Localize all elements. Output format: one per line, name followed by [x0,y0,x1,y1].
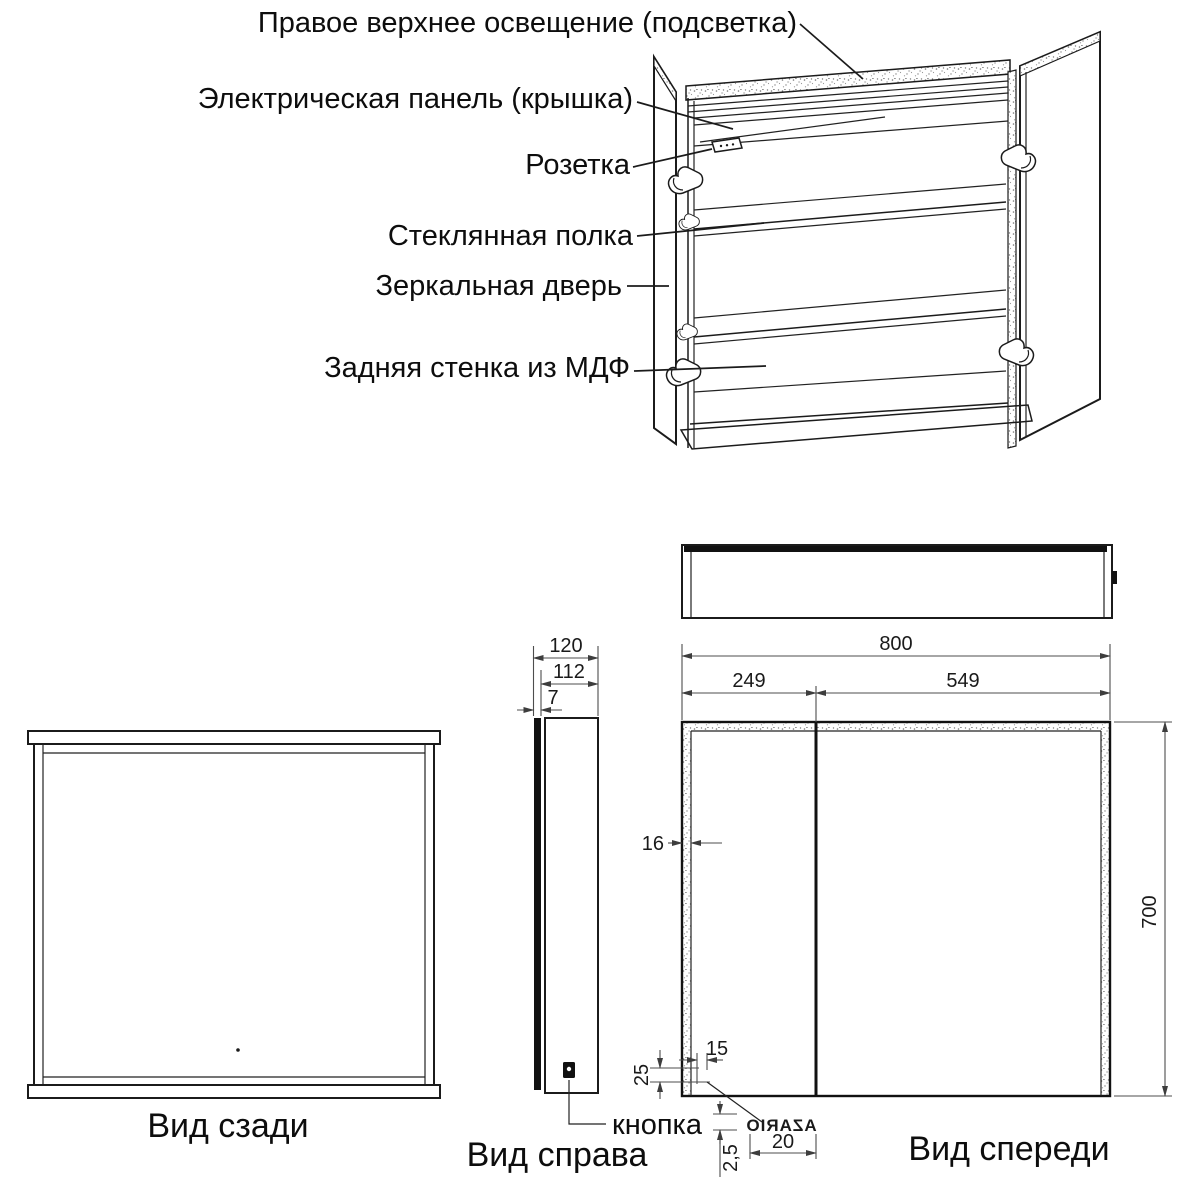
dim-door-right: 549 [946,670,980,692]
callout-mirror-door: Зеркальная дверь [375,270,622,302]
dim-door-thick: 7 [547,687,559,709]
top-view-side-button [1112,571,1117,584]
shelf-bracket [679,214,699,230]
front-view-body [682,722,1110,1096]
dim-logo-width: 20 [771,1131,795,1153]
hinge [669,167,703,194]
callout-back-wall: Задняя стенка из МДФ [324,352,630,384]
dim-width-total: 800 [879,633,913,655]
leader-light [800,24,863,79]
leader-socket [633,149,712,167]
cable-hole [236,1048,240,1052]
dim-door-left: 249 [732,670,766,692]
hinge [1001,145,1035,172]
back-view [28,731,440,1098]
dim-logo-offset-side: 15 [705,1038,729,1060]
cabinet-bottom [681,371,1032,449]
hinge [667,359,701,386]
back-view-top-rail [28,731,440,744]
dim-depth-total: 120 [549,635,583,657]
leader-button [569,1080,606,1124]
right-column-edge [1008,70,1016,448]
brand-logo: AZARIO [745,1116,817,1135]
front-view [631,633,1172,1177]
dim-side-thick: 16 [641,833,664,855]
dim-height-total: 700 [1139,895,1161,929]
electrical-panel [694,93,1008,146]
leader-shelf [637,223,764,236]
top-view [682,545,1117,618]
hinge [999,339,1033,366]
dim-logo-height: 2,5 [720,1144,742,1172]
mirror-door-edge [534,718,541,1090]
top-view-door-strip [684,546,1107,552]
side-body [545,718,598,1093]
back-view-bottom-rail [28,1085,440,1098]
top-view-body [682,545,1112,618]
right-door [1020,32,1100,440]
left-door-edge [654,57,676,444]
back-view-body [34,744,434,1085]
glass-shelf-2 [694,290,1006,344]
power-button-dot [567,1067,571,1071]
caption-front-view: Вид спереди [908,1130,1110,1168]
cabinet-3d-view [654,32,1100,449]
callout-panel: Электрическая панель (крышка) [197,83,633,115]
callout-button: кнопка [612,1109,702,1141]
callout-shelf: Стеклянная полка [387,220,633,252]
glass-shelf-1 [694,184,1006,236]
caption-back-view: Вид сзади [147,1107,309,1145]
right-side-view [517,635,606,1124]
callout-light: Правое верхнее освещение (подсветка) [257,7,797,39]
callout-socket: Розетка [525,149,630,181]
caption-right-view: Вид справа [466,1136,648,1174]
dim-logo-offset-bottom: 25 [631,1063,653,1087]
dim-depth-body: 112 [553,661,585,683]
